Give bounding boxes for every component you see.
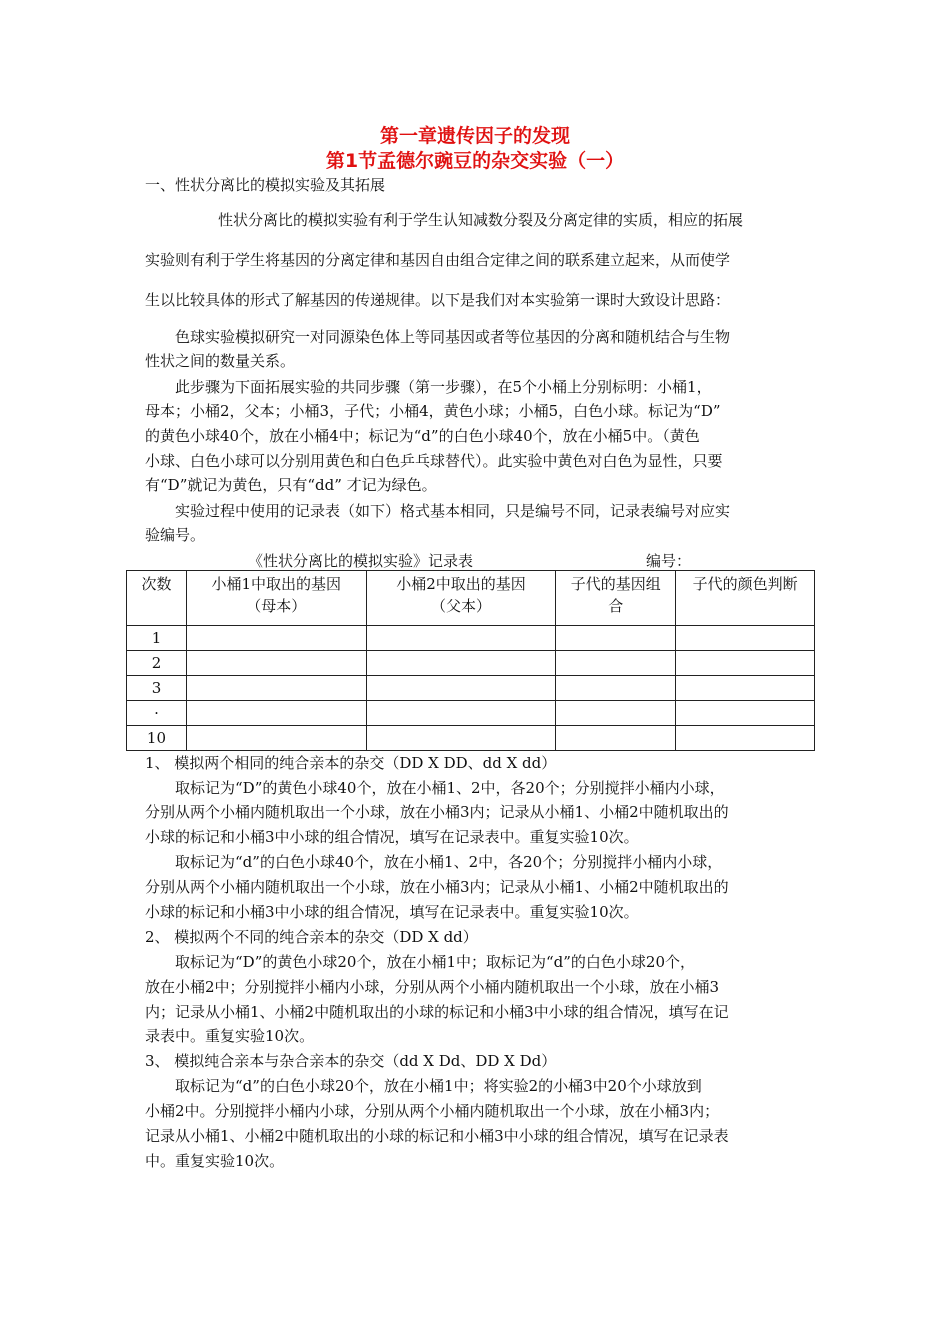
- paragraph-line: 记录从小桶1、小桶2中随机取出的小球的标记和小桶3中小球的组合情况，填写在记录表: [145, 1127, 729, 1145]
- paragraph-line: 色球实验模拟研究一对同源染色体上等同基因或者等位基因的分离和随机结合与生物: [175, 328, 731, 346]
- table-cell[interactable]: [366, 726, 556, 751]
- experiment-3-heading: 3、 模拟纯合亲本与杂合亲本的杂交（dd X Dd、DD X Dd）: [145, 1052, 557, 1070]
- table-row: [127, 701, 815, 726]
- table-cell[interactable]: [676, 651, 815, 676]
- paragraph-line: 性状之间的数量关系。: [145, 352, 296, 370]
- experiment-2-heading: 2、 模拟两个不同的纯合亲本的杂交（DD X dd）: [145, 928, 478, 946]
- table-caption: 《性状分离比的模拟实验》记录表: [248, 552, 474, 570]
- paragraph-line: 取标记为“D”的黄色小球40个，放在小桶1、2中，各20个；分别搅拌小桶内小球，: [175, 779, 725, 797]
- paragraph-line: 的黄色小球40个，放在小桶4中；标记为“d”的白色小球40个，放在小桶5中。（黄色: [145, 427, 700, 445]
- table-cell[interactable]: [186, 626, 366, 651]
- table-cell[interactable]: [186, 726, 366, 751]
- row-number: ·: [127, 701, 187, 726]
- table-number-label: 编号：: [646, 552, 692, 570]
- paragraph-line: 放在小桶2中；分别搅拌小桶内小球，分别从两个小桶内随机取出一个小球，放在小桶3: [145, 978, 720, 996]
- experiment-1-heading: 1、 模拟两个相同的纯合亲本的杂交（DD X DD、dd X dd）: [145, 754, 557, 772]
- paragraph-line: 小球的标记和小桶3中小球的组合情况，填写在记录表中。重复实验10次。: [145, 828, 639, 846]
- header-bucket2: 小桶2中取出的基因 （父本）: [366, 571, 556, 626]
- table-cell[interactable]: [676, 626, 815, 651]
- chapter-title: 第一章遗传因子的发现: [379, 125, 570, 147]
- paragraph-line: 分别从两个小桶内随机取出一个小球，放在小桶3内；记录从小桶1、小桶2中随机取出的: [145, 803, 729, 821]
- header-count: 次数: [127, 571, 187, 626]
- paragraph-line: 内；记录从小桶1、小桶2中随机取出的小球的标记和小桶3中小球的组合情况，填写在记: [145, 1003, 729, 1021]
- table-cell[interactable]: [366, 701, 556, 726]
- section-title: 第1节孟德尔豌豆的杂交实验（一）: [325, 150, 625, 172]
- table-row: [127, 726, 815, 751]
- table-cell[interactable]: [556, 651, 676, 676]
- paragraph-line: 实验过程中使用的记录表（如下）格式基本相同，只是编号不同，记录表编号对应实: [175, 502, 731, 520]
- paragraph-line: 母本；小桶2，父本；小桶3，子代；小桶4，黄色小球；小桶5，白色小球。标记为“D”: [145, 402, 721, 420]
- paragraph-line: 取标记为“d”的白色小球40个，放在小桶1、2中，各20个；分别搅拌小桶内小球，: [175, 853, 723, 871]
- table-cell[interactable]: [676, 676, 815, 701]
- row-number: 10: [127, 726, 187, 751]
- table-cell[interactable]: [366, 676, 556, 701]
- table-cell[interactable]: [556, 701, 676, 726]
- paragraph-line: 小桶2中。分别搅拌小桶内小球，分别从两个小桶内随机取出一个小球，放在小桶3内；: [145, 1102, 720, 1120]
- table-cell[interactable]: [186, 701, 366, 726]
- table-cell[interactable]: [556, 676, 676, 701]
- table-cell[interactable]: [366, 626, 556, 651]
- table-cell[interactable]: [676, 726, 815, 751]
- row-number: 3: [127, 676, 187, 701]
- intro-line: 性状分离比的模拟实验有利于学生认知减数分裂及分离定律的实质，相应的拓展: [218, 211, 744, 229]
- table-cell[interactable]: [366, 651, 556, 676]
- paragraph-line: 此步骤为下面拓展实验的共同步骤（第一步骤），在5个小桶上分别标明：小桶1，: [175, 378, 712, 396]
- table-row: [127, 626, 815, 651]
- table-cell[interactable]: [556, 726, 676, 751]
- table-header-row: [127, 571, 815, 626]
- paragraph-line: 取标记为“D”的黄色小球20个，放在小桶1中；取标记为“d”的白色小球20个，: [175, 953, 696, 971]
- table-cell[interactable]: [676, 701, 815, 726]
- row-number: 2: [127, 651, 187, 676]
- table-cell[interactable]: [186, 651, 366, 676]
- paragraph-line: 小球的标记和小桶3中小球的组合情况，填写在记录表中。重复实验10次。: [145, 903, 639, 921]
- table-row: [127, 651, 815, 676]
- table-cell[interactable]: [186, 676, 366, 701]
- paragraph-line: 录表中。重复实验10次。: [145, 1027, 315, 1045]
- paragraph-line: 分别从两个小桶内随机取出一个小球，放在小桶3内；记录从小桶1、小桶2中随机取出的: [145, 878, 729, 896]
- row-number: 1: [127, 626, 187, 651]
- header-genotype: 子代的基因组 合: [556, 571, 676, 626]
- table-caption-row: [0, 550, 950, 572]
- header-bucket1: 小桶1中取出的基因 （母本）: [186, 571, 366, 626]
- paragraph-line: 取标记为“d”的白色小球20个，放在小桶1中；将实验2的小桶3中20个小球放到: [175, 1077, 702, 1095]
- paragraph-line: 有“D”就记为黄色，只有“dd” 才记为绿色。: [145, 476, 437, 494]
- section-heading: 一、性状分离比的模拟实验及其拓展: [145, 176, 386, 194]
- header-color: 子代的颜色判断: [676, 571, 815, 626]
- record-table: [126, 570, 815, 751]
- paragraph-line: 验编号。: [145, 526, 206, 544]
- intro-line: 生以比较具体的形式了解基因的传递规律。以下是我们对本实验第一课时大致设计思路：: [145, 291, 731, 309]
- table-row: [127, 676, 815, 701]
- paragraph-line: 中。重复实验10次。: [145, 1152, 285, 1170]
- intro-line: 实验则有利于学生将基因的分离定律和基因自由组合定律之间的联系建立起来，从而使学: [145, 251, 731, 269]
- paragraph-line: 小球、白色小球可以分别用黄色和白色乒乓球替代）。此实验中黄色对白色为显性，只要: [145, 452, 723, 470]
- table-cell[interactable]: [556, 626, 676, 651]
